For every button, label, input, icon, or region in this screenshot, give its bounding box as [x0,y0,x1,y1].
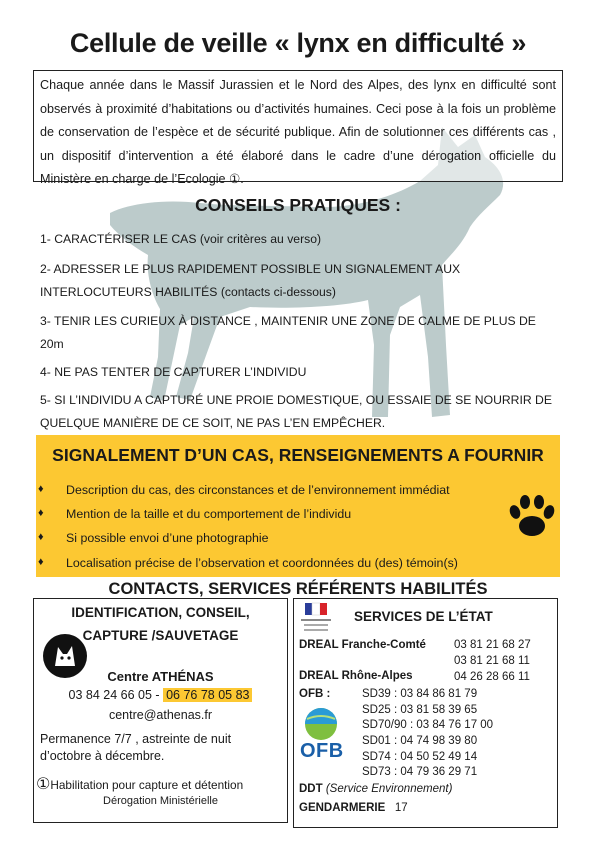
conseil-item: 1- CARACTÉRISER LE CAS (voir critères au verso) [40,232,322,246]
contacts-heading: CONTACTS, SERVICES RÉFÉRENTS HABILITÉS [108,580,488,598]
centre-name: Centre ATHÉNAS [107,669,214,684]
signalement-item [38,531,269,545]
athenas-mobile[interactable]: 06 76 78 05 83 [163,688,252,702]
habilitation-text: Habilitation pour capture et détention [50,778,244,792]
athenas-phone[interactable]: 03 84 24 66 05 [68,688,152,702]
conseil-item: 2- ADRESSER LE PLUS RAPIDEMENT POSSIBLE UN SIGNALEMENT AUX INTERLOCUTEURS HABILITÉS (contacts ci-dessous) [40,262,461,299]
signalement-item-text: Localisation précise de l’observation et coordonnées du (des) témoin(s) [66,556,458,570]
gendarmerie-number[interactable]: 17 [394,802,408,814]
page-title: Cellule de veille « lynx en difficulté » [69,28,527,58]
conseil-item: 5- SI L’INDIVIDU A CAPTURÉ UNE PROIE DOMESTIQUE, OU ESSAIE DE SE NOURRIR DE QUELQUE MANIÈRE DE CE SOIT, NE PAS L’EN EMPÊCHER. [40,393,552,430]
diamond-bullet-icon: ♦ [38,507,44,519]
diamond-bullet-icon: ♦ [38,556,44,568]
phone-separator: - [155,688,160,702]
signalement-item-text: Si possible envoi d’une photographie [66,531,269,545]
signalement-item-text: Description du cas, des circonstances et de l’environnement immédiat [66,483,450,497]
signalement-panel [36,435,560,577]
republique-francaise-logo [299,602,333,638]
gendarmerie-label: GENDARMERIE [299,802,386,814]
conseils-heading: CONSEILS PRATIQUES : [195,195,401,215]
ofb-contact[interactable]: SD70/90 : 03 84 76 17 00 [362,719,494,731]
ddt-label: DDT [299,783,323,795]
ddt-line [299,783,452,795]
athenas-email[interactable]: centre@athenas.fr [108,708,213,722]
signalement-item [38,556,458,570]
ofb-logo-globe-icon [304,707,338,741]
ofb-contact[interactable]: SD74 : 04 50 52 49 14 [362,751,478,763]
state-services-heading: SERVICES DE L’ÉTAT [354,609,493,624]
diamond-bullet-icon: ♦ [38,483,44,495]
dreal-ra-label: DREAL Rhône-Alpes [299,670,413,682]
ofb-contact[interactable]: SD39 : 03 84 86 81 79 [362,688,478,700]
ofb-contact[interactable]: SD25 : 03 81 58 39 65 [362,704,478,716]
conseil-item: 3- TENIR LES CURIEUX À DISTANCE , MAINTENIR UNE ZONE DE CALME DE PLUS DE 20m [40,314,536,351]
signalement-item-text: Mention de la taille et du comportement de l’individu [66,507,352,521]
dreal-fc-phone[interactable]: 03 81 21 68 27 [454,639,531,651]
footnote-mark: ① [36,776,51,793]
gendarmerie-line [299,802,408,814]
signalement-item [38,483,450,497]
conseil-item: 4- NE PAS TENTER DE CAPTURER L’INDIVIDU [40,365,307,379]
phone-line [34,688,287,702]
derogation-text: Dérogation Ministérielle [103,795,218,807]
ofb-contact[interactable]: SD01 : 04 74 98 39 80 [362,735,478,747]
habilitation-line [36,774,243,794]
state-services-box [293,598,558,828]
capture-heading: CAPTURE /SAUVETAGE [82,628,239,643]
dreal-fc-label: DREAL Franche-Comté [299,639,426,651]
athenas-contact-box [33,598,288,823]
dreal-fc-phone[interactable]: 03 81 21 68 11 [454,655,530,667]
ofb-logo-text: OFB [300,740,344,762]
dreal-ra-phone[interactable]: 04 26 28 66 11 [454,671,530,683]
permanence-text: Permanence 7/7 , astreinte de nuit d’octobre à décembre. [40,732,232,763]
diamond-bullet-icon: ♦ [38,531,44,543]
signalement-heading: SIGNALEMENT D’UN CAS, RENSEIGNEMENTS A FOURNIR [52,445,544,465]
identification-heading: IDENTIFICATION, CONSEIL, [71,605,250,620]
intro-paragraph: Chaque année dans le Massif Jurassien et le Nord des Alpes, des lynx en difficulté sont observés à proximité d’habitations ou d’activités humaines. Ceci pose à la fois un problème de conservation de l’espèce et de sécurité publique. Afin de solutionner ces différents cas , un dispositif d’intervention a été élaboré dans le cadre d’une dérogation officielle du Ministère en charge de l’Ecologie ①. [33,70,563,182]
signalement-item [38,507,352,521]
ofb-contact[interactable]: SD73 : 04 79 36 29 71 [362,766,478,778]
ofb-label: OFB : [299,688,331,700]
ddt-note: (Service Environnement) [325,783,453,795]
paw-print-icon [506,490,558,542]
